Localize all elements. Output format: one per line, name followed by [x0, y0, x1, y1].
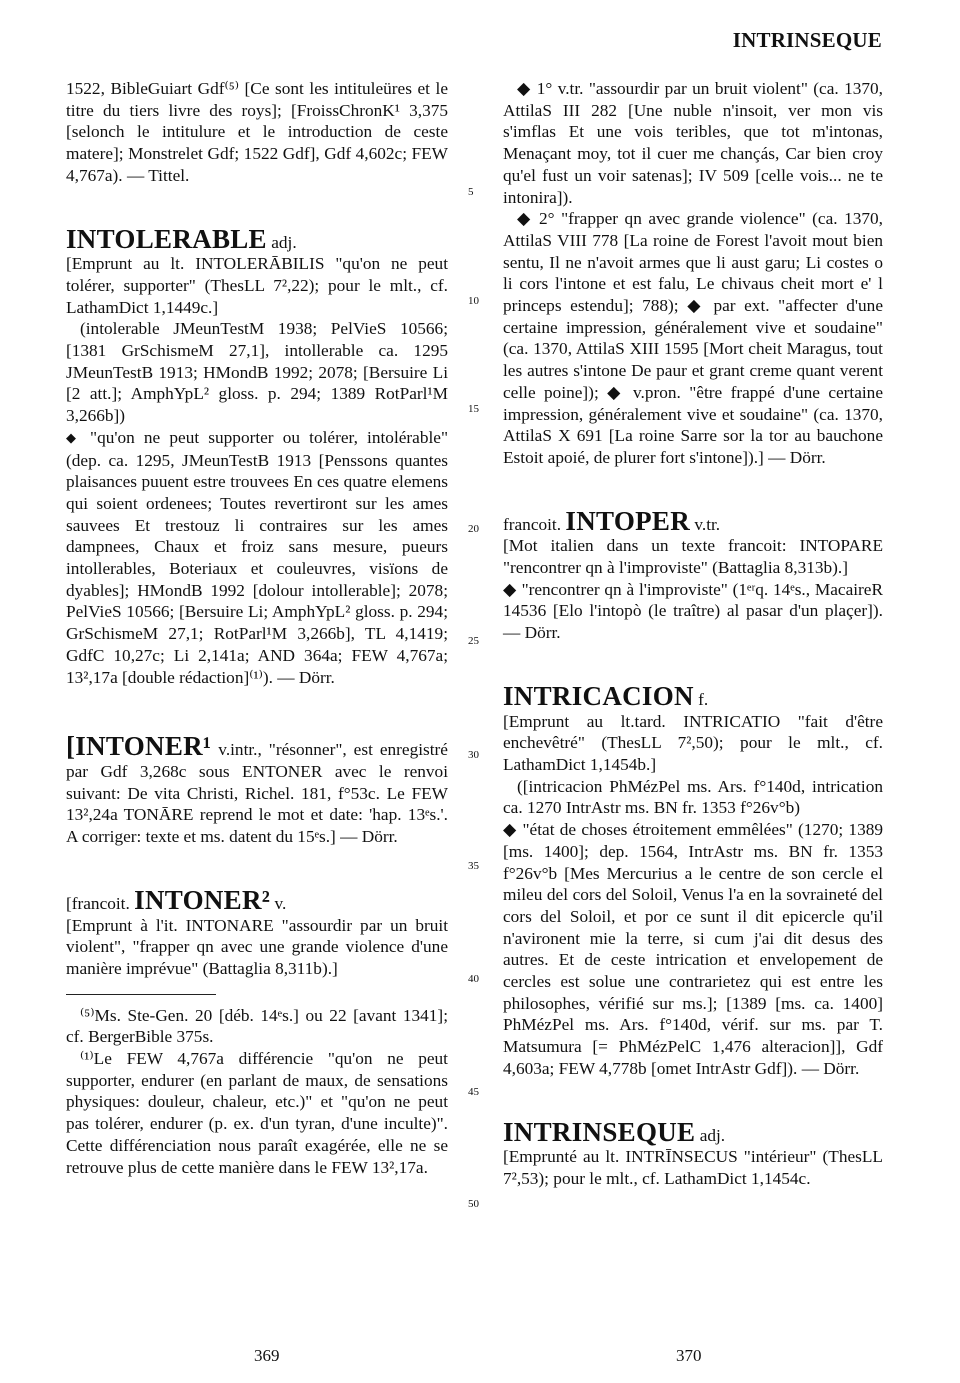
entry-intricacion — [503, 680, 883, 1080]
line-number: 15 — [468, 403, 479, 415]
part-of-speech: f. — [698, 689, 709, 709]
entry-header — [503, 680, 883, 711]
headword: INTRINSEQUE — [503, 1116, 696, 1147]
line-number: 45 — [468, 1086, 479, 1098]
part-of-speech: v. — [274, 893, 287, 913]
line-number: 10 — [468, 295, 479, 307]
headword: INTONER² — [134, 884, 271, 915]
headword: [INTONER¹ — [66, 731, 212, 762]
entry-intrinseque — [503, 1116, 883, 1190]
part-of-speech: adj. — [271, 232, 297, 252]
definition-text: "qu'on ne peut supporter ou tolérer, intolérable" (dep. ca. 1295, JMeunTestB 1913 [Penssons quantes plaisances puuent estre trouvees En ces quatre elemens qui soient ordenees; Toutes revertiront sur les ames sauvees Et trestouz li contraires sur les ames dampnees, Chaux et froiz sans mesure, pueurs intollerables, Boteriaux et couleuvres, visïons de dyables]; HMondB 1992 [dolour intollerable]; 2078; PelVieS 10566; [Bersuire Li; AmphYpL² gloss. p. 294; GrSchismeM 27,1; RotParl¹M 3,266b], TL 4,1419; GdfC 10,27c; Li 2,141a; AND 364a; FEW 4,767a; 13²,17a [double rédaction]⁽¹⁾). — Dörr. — [66, 427, 449, 687]
line-number: 35 — [468, 860, 479, 872]
entry-header — [503, 505, 883, 536]
sense-1: ◆ 1° v.tr. "assourdir par un bruit violent" (ca. 1370, AttilaS III 282 [Une nuble n'insoit, ver mon vis s'imflas Et une vois teribles, que tot m'intonas, Menaçant moy, tot il cuer me chançás, Car bien croy qu'el fust un voir satenas]; IV 509 [celle vois... ne te intonira]). — [503, 79, 883, 207]
page-number-right: 370 — [676, 1346, 702, 1365]
running-head: INTRINSEQUE — [732, 28, 882, 52]
entry-intoper — [503, 505, 883, 644]
intitulation-citation-paragraph: 1522, BibleGuiart Gdf⁽⁵⁾ [Ce sont les intituleüres et le titre du tiers livre des roys]; [FroissChronK¹ 3,375 [selonch le intitulure et le introduction de ceste matere]; Monstrelet Gdf; 1522 Gdf], Gdf 4,602c; FEW 4,767a). — Tittel. — [66, 79, 448, 185]
line-number: 25 — [468, 635, 479, 647]
entry-intoner-2 — [66, 884, 448, 980]
language-label: [francoit. — [66, 893, 130, 913]
language-label: francoit. — [503, 514, 562, 534]
headword: INTRICACION — [503, 680, 694, 711]
entry-header — [503, 1116, 883, 1147]
entry-text: v.intr., "résonner", est enregistré par Gdf 3,268c sous ENTONER avec le renvoi suivant: De vita Christi, Richel. 181, f°53c. Le FEW 13²,24a TONĀRE reprend le mot et date: 'hap. 13ᵉs.'. A corriger: texte et ms. datent du 15ᵉs.] — Dörr. — [66, 740, 448, 847]
footnote-5: ⁽⁵⁾Ms. Ste-Gen. 20 [déb. 14ᵉs.] ou 22 [avant 1341]; cf. BergerBible 375s. — [66, 1005, 448, 1047]
entry-intolerable — [66, 223, 449, 689]
line-number: 50 — [468, 1198, 479, 1210]
part-of-speech: adj. — [699, 1125, 726, 1145]
diamond-bullet-icon: ◆ — [66, 429, 81, 445]
etymology: [Emprunt au lt.tard. INTRICATIO "fait d'être enchevêtré" (ThesLL 7²,50); pour le mlt., cf. LathamDict 1,1454b.] — [503, 711, 883, 774]
page-number-left: 369 — [254, 1346, 280, 1365]
headword: INTOLERABLE — [66, 223, 267, 254]
part-of-speech: v.tr. — [694, 514, 721, 534]
line-number: 5 — [468, 186, 474, 198]
etymology: [Emprunt au lt. INTOLERĀBILIS "qu'on ne peut tolérer, supporter" (ThesLL 7²,22); pour le mlt., cf. LathamDict 1,1449c.] — [66, 254, 448, 317]
footnote-1: ⁽¹⁾Le FEW 4,767a différencie "qu'on ne peut supporter, endurer (en parlant de maux, de sensations physiques: douleur, chaleur, etc.)" et "qu'on ne peut pas tolérer, endurer (p. ex. d'un tyran, d'une inculte)". Cette différenciation nous paraît exagérée, elle ne se retrouve plus de cette manière dans le FEW 13²,17a. — [66, 1049, 448, 1177]
etymology: [Emprunt à l'it. INTONARE "assourdir par un bruit violent", "frapper qn avec une grande violence d'une manière imprévue" (Battaglia 8,311b).] — [66, 915, 448, 978]
entry-header — [66, 223, 448, 254]
footnotes — [66, 1005, 448, 1179]
etymology: [Mot italien dans un texte francoit: INTOPARE "rencontrer qn à l'improviste" (Battaglia 8,313b).] — [503, 536, 883, 578]
line-number: 20 — [468, 523, 479, 535]
attestations: ([intricacion PhMézPel ms. Ars. f°140d, intrication ca. 1270 IntrAstr ms. BN fr. 1353 f°26v°b) — [503, 776, 883, 818]
sense-2: ◆ 2° "frapper qn avec grande violence" (ca. 1370, AttilaS VIII 778 [La roine de Forest l'avoit mout bien sentu, Il ne n'avoit armes que li aust garu; Li costes o li cors l'intone et est falu, Le chivaus cheit mort e' l princeps estendu]; 788); ◆ par ext. "affecter d'une certaine impression, généralement vive et soudaine" (ca. 1370, AttilaS XIII 1595 [Mort cheit Maragus, tout les autres s'intone De paur et grant creme quant verent celle poine]); ◆ v.pron. "être frappé d'une certaine impression, généralement vive et soudaine" (ca. 1370, AttilaS X 691 [La roine Sarre sor la tor au bauchone Estoit apoié, de plurer fort s'intone]).] — Dörr. — [503, 209, 883, 467]
headword: INTOPER — [565, 505, 691, 536]
line-number: 40 — [468, 973, 479, 985]
left-column — [66, 78, 448, 1178]
entry-intoner-1 — [66, 731, 448, 848]
right-column — [503, 78, 883, 1190]
footnote-rule — [66, 994, 216, 995]
entry-intoner-2-continued — [503, 78, 883, 469]
definition: ◆ "rencontrer qn à l'improviste" (1ᵉʳq. 14ᵉs., MacaireR 14536 [Elo l'intopò (le traître) al pasar d'un plaçer]). — Dörr. — [503, 579, 883, 643]
entry-paragraph — [66, 731, 448, 848]
attestations: (intolerable JMeunTestM 1938; PelVieS 10566; [1381 GrSchismeM 27,1], intollerable ca. 1295 JMeunTestB 1913; HMondB 1992; 2078; [Bersuire Li [2 att.]; AmphYpL² gloss. p. 294; 1389 RotParl¹M 3,266b]) — [66, 319, 448, 426]
entry-header — [66, 884, 448, 915]
definition — [66, 427, 448, 688]
etymology: [Emprunté au lt. INTRĪNSECUS "intérieur" (ThesLL 7²,53); pour le mlt., cf. LathamDict 1,1454c. — [503, 1147, 883, 1188]
line-number: 30 — [468, 749, 479, 761]
definition: ◆ "état de choses étroitement emmêlées" (1270; 1389 [ms. 1400]; dep. 1564, IntrAstr ms. BN fr. 1353 f°26v°b [Mes Mercurius a le centre de son cercle el mileu del cors del Soloil, Venus l'a en la sovraineté del cors del Soloil, et por ce sunt il dit epicercle qu'il n'avironent mie la terre, si cum j'ai dit desus des autres. Et de ceste intrication et envelopement de cercles est solue une contrarietez qui est entre les philosophes, vérifié sur ms.]; [1389 [ms. ca. 1400] PhMézPel ms. Ars. f°140d, vérif. sur ms. par T. Matsumura [= PhMézPelC 1,476 alteracion]], Gdf 4,603a; FEW 4,778b [omet IntrAstr Gdf]). — Dörr. — [503, 820, 883, 1078]
